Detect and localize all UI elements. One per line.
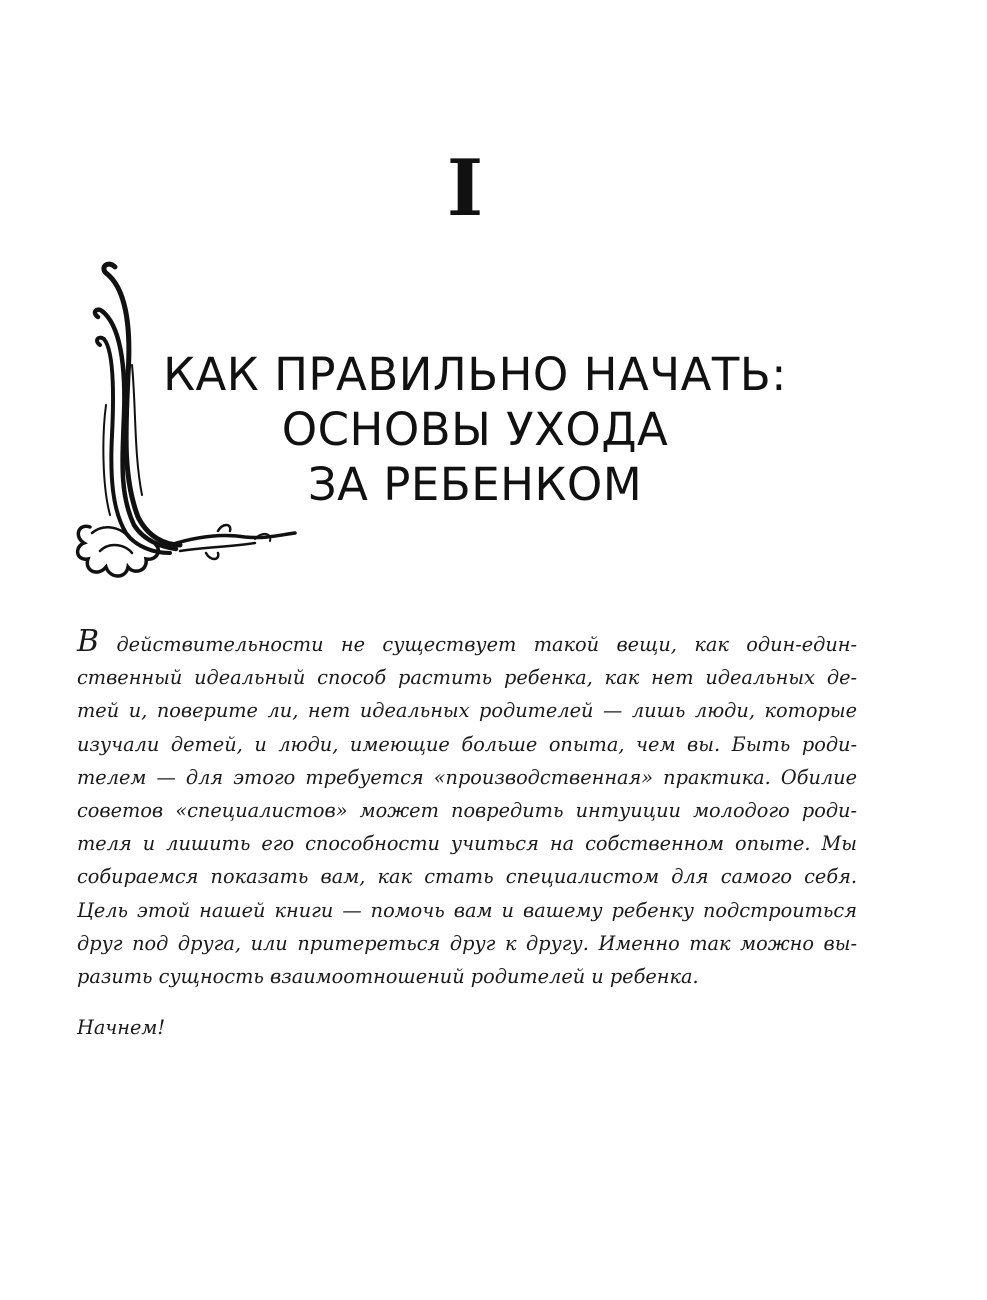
body-line: ственный идеальный способ растить ребенка, как нет идеальных де- xyxy=(77,666,857,690)
body-line: телем — для этого требуется «производственная» практика. Обилие xyxy=(77,765,857,789)
body-line: теля и лишить его способности учиться на собственном опыте. Мы xyxy=(77,832,857,856)
body-first-line-text: действительности не существует такой вещи, как один-един- xyxy=(99,633,857,656)
body-line: собираемся показать вам, как стать специалистом для самого себя. xyxy=(77,865,857,889)
body-line: тей и, поверите ли, нет идеальных родителей — лишь люди, которые xyxy=(77,699,857,723)
body-paragraph xyxy=(77,624,857,993)
body-line: изучали детей, и люди, имеющие больше опыта, чем вы. Быть роди- xyxy=(77,732,857,756)
chapter-number: I xyxy=(446,143,484,234)
body-line: советов «специалистов» может повредить интуиции молодого роди- xyxy=(77,799,857,823)
chapter-title-line-2: ОСНОВЫ УХОДА xyxy=(281,403,669,456)
drop-initial: В xyxy=(77,624,100,659)
closing-line: Начнем! xyxy=(77,1016,166,1039)
chapter-title xyxy=(130,347,820,512)
body-line: разить сущность взаимоотношений родителей и ребенка. xyxy=(77,965,699,989)
body-line: друг под друга, или притереться друг к другу. Именно так можно вы- xyxy=(77,931,857,955)
chapter-title-line-1: КАК ПРАВИЛЬНО НАЧАТЬ: xyxy=(163,348,787,401)
body-first-line xyxy=(77,624,857,661)
chapter-title-line-3: ЗА РЕБЕНКОМ xyxy=(307,458,643,511)
body-line: Цель этой нашей книги — помочь вам и вашему ребенку подстроиться xyxy=(77,898,857,922)
